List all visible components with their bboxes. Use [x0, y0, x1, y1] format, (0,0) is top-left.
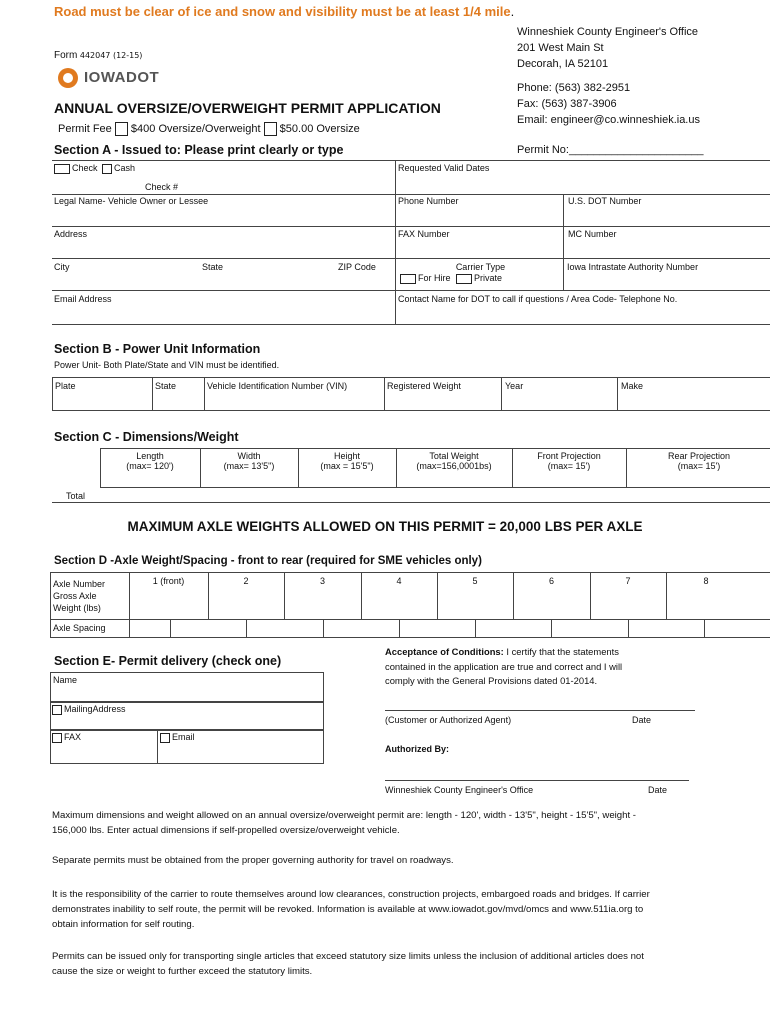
axle-spacing-label: Axle Spacing	[53, 623, 106, 633]
fax-number-label: FAX Number	[398, 229, 450, 239]
iowadot-logo-icon	[58, 68, 78, 88]
section-b-subtitle: Power Unit- Both Plate/State and VIN must be identified.	[54, 360, 280, 370]
email-label: Email Address	[54, 294, 112, 304]
requested-dates-label: Requested Valid Dates	[398, 163, 490, 173]
check-checkbox[interactable]	[54, 164, 70, 174]
email-option: Email	[160, 732, 195, 743]
delivery-name-label: Name	[53, 675, 78, 685]
office-city: Decorah, IA 52101	[517, 58, 609, 70]
check-number-label: Check #	[145, 182, 179, 192]
axle-3-header: 3	[319, 576, 325, 586]
carrier-type-options: For Hire Private	[400, 273, 502, 284]
page-title: ANNUAL OVERSIZE/OVERWEIGHT PERMIT APPLICATION	[54, 100, 441, 116]
contact-label: Contact Name for DOT to call if questions / Area Code- Telephone No.	[398, 294, 678, 304]
authorized-by-label: Authorized By:	[385, 744, 449, 754]
width-header: Width (max= 13'5")	[223, 451, 275, 471]
fee-50-checkbox[interactable]	[264, 122, 277, 136]
office-address	[517, 24, 698, 72]
routing-paragraph: It is the responsibility of the carrier to route themselves around low clearances, construction projects, embargoed roads and bridges. If carrier demonstrates inability to self route, the permit will be revoked. Information is available at www.iowadot.gov/mvd/omcs and www.511ia.org to obtain information for self routing.	[52, 889, 650, 930]
mailing-address-checkbox[interactable]	[52, 705, 62, 715]
office-name: Winneshiek County Engineer's Office	[517, 26, 699, 38]
separate-permits-paragraph: Separate permits must be obtained from the proper governing authority for travel on roadways.	[52, 855, 454, 866]
city-label: City	[54, 262, 70, 272]
vin-label: Vehicle Identification Number (VIN)	[207, 381, 348, 391]
office-contact	[517, 80, 700, 128]
fax-option: FAX	[52, 732, 81, 743]
agent-label: (Customer or Authorized Agent)	[385, 715, 512, 725]
agent-signature-line[interactable]	[385, 710, 695, 711]
state-label: State	[202, 262, 224, 272]
axle-5-header: 5	[472, 576, 478, 586]
phone-number-label: Phone Number	[398, 196, 459, 206]
acceptance-of-conditions: Acceptance of Conditions: I certify that the statements contained in the application are true and correct and I will comply with the General Provisions dated 01-2014.	[385, 646, 623, 686]
office-fax: Fax: (563) 387-3906	[517, 98, 617, 110]
carrier-type-label: Carrier Type	[455, 262, 506, 272]
year-label: Year	[505, 381, 524, 391]
delivery-name-field[interactable]	[50, 672, 324, 702]
fax-checkbox[interactable]	[52, 733, 62, 743]
axle-8-header: 8	[703, 576, 709, 586]
plate-label: Plate	[55, 381, 76, 391]
b-state-label: State	[155, 381, 177, 391]
usdot-label: U.S. DOT Number	[568, 196, 642, 206]
axle-2-header: 2	[243, 576, 249, 586]
ice-snow-warning: Road must be clear of ice and snow and visibility must be at least 1/4 mile.	[54, 4, 515, 19]
payment-method: Check Cash	[54, 163, 135, 174]
fee-400-checkbox[interactable]	[115, 122, 128, 136]
height-header: Height (max = 15'5")	[320, 451, 374, 471]
office-signature-label: Winneshiek County Engineer's Office	[385, 785, 534, 795]
private-checkbox[interactable]	[456, 274, 472, 284]
section-b-title: Section B - Power Unit Information	[54, 342, 261, 356]
permit-number-field[interactable]: Permit No:______________________	[517, 144, 704, 156]
office-date-label: Date	[648, 785, 668, 795]
registered-weight-label: Registered Weight	[387, 381, 461, 391]
total-weight-header: Total Weight (max=156,0001bs)	[416, 451, 492, 471]
for-hire-checkbox[interactable]	[400, 274, 416, 284]
legal-name-label: Legal Name- Vehicle Owner or Lessee	[54, 196, 209, 206]
rear-projection-header: Rear Projection (max= 15')	[667, 451, 731, 471]
length-header: Length (max= 120')	[126, 451, 174, 471]
form-number: Form 442047 (12-15)	[54, 50, 143, 61]
authorized-signature-line[interactable]	[385, 780, 689, 781]
cash-checkbox[interactable]	[102, 164, 112, 174]
single-article-paragraph: Permits can be issued only for transporting single articles that exceed statutory size limits unless the inclusion of additional articles does not cause the size or weight to further exceed the statutory limits.	[52, 951, 644, 977]
section-c-title: Section C - Dimensions/Weight	[54, 430, 239, 444]
mailing-address-option: MailingAddress	[52, 704, 126, 715]
front-projection-header: Front Projection (max= 15')	[537, 451, 601, 471]
permit-fee-row: Permit Fee $400 Oversize/Overweight $50.00 Oversize	[58, 122, 360, 135]
axle-6-header: 6	[548, 576, 554, 586]
office-street: 201 West Main St	[517, 42, 604, 54]
section-d-title: Section D -Axle Weight/Spacing - front to rear (required for SME vehicles only)	[54, 555, 482, 567]
axle-1-header: 1 (front)	[152, 576, 185, 586]
max-axle-notice: MAXIMUM AXLE WEIGHTS ALLOWED ON THIS PERMIT = 20,000 LBS PER AXLE	[127, 519, 643, 534]
total-label: Total	[66, 491, 86, 501]
iowa-authority-label: Iowa Intrastate Authority Number	[567, 262, 699, 272]
section-a-title: Section A - Issued to: Please print clearly or type	[54, 143, 344, 157]
mc-number-label: MC Number	[568, 229, 617, 239]
iowadot-logo: IOWADOT	[58, 68, 168, 90]
axle-row-label: Axle Number Gross Axle Weight (lbs)	[53, 579, 106, 613]
address-label: Address	[54, 229, 88, 239]
office-email: Email: engineer@co.winneshiek.ia.us	[517, 114, 700, 126]
axle-4-header: 4	[396, 576, 402, 586]
zip-label: ZIP Code	[338, 262, 376, 272]
email-checkbox[interactable]	[160, 733, 170, 743]
office-phone: Phone: (563) 382-2951	[517, 82, 631, 94]
max-dimensions-paragraph: Maximum dimensions and weight allowed on an annual oversize/overweight permit are: length - 120', width - 13'5", height - 15'5", weight - 156,000 lbs. Enter actual dimensions if self-propelled oversize/overweight vehicle.	[52, 810, 636, 836]
agent-date-label: Date	[632, 715, 652, 725]
section-e-title: Section E- Permit delivery (check one)	[54, 654, 282, 668]
axle-7-header: 7	[625, 576, 631, 586]
make-label: Make	[621, 381, 644, 391]
